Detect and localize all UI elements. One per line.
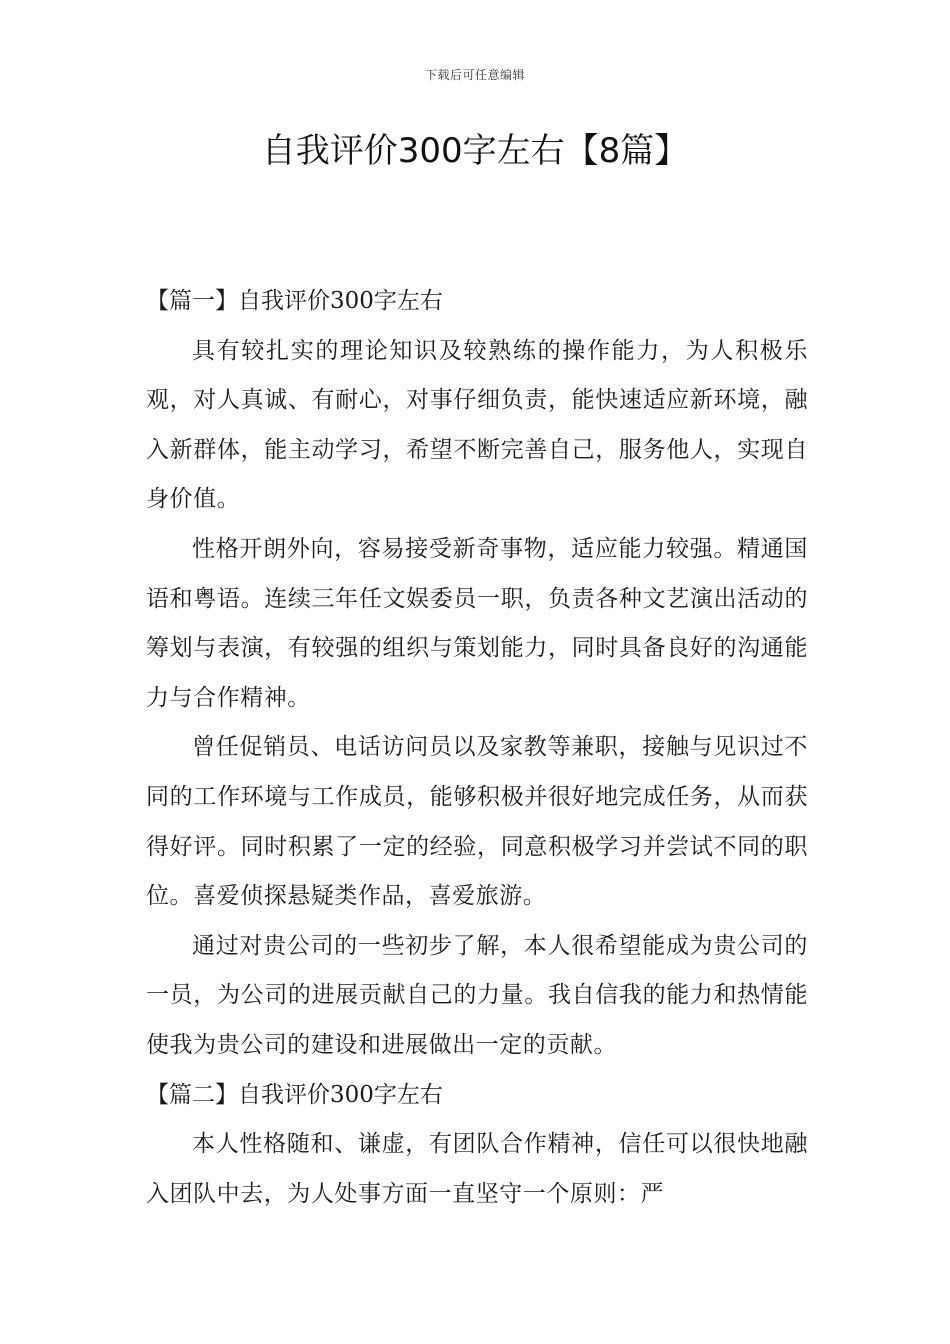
- paragraph: 曾任促销员、电话访问员以及家教等兼职，接触与见识过不同的工作环境与工作成员，能够积极并很好地完成任务，从而获得好评。同时积累了一定的经验，同意积极学习并尝试不同的职位。喜爱侦探悬疑类作品，喜爱旅游。: [146, 734, 808, 910]
- paragraph: 本人性格随和、谦虚，有团队合作精神，信任可以很快地融入团队中去，为人处事方面一直坚守一个原则：严: [146, 1131, 808, 1207]
- paragraph: 性格开朗外向，容易接受新奇事物，适应能力较强。精通国语和粤语。连续三年任文娱委员一职，负责各种文艺演出活动的筹划与表演，有较强的组织与策划能力，同时具备良好的沟通能力与合作精神。: [146, 535, 808, 711]
- document-body: [146, 277, 808, 1219]
- paragraph: 具有较扎实的理论知识及较熟练的操作能力，为人积极乐观，对人真诚、有耐心，对事仔细负责，能快速适应新环境，融入新群体，能主动学习，希望不断完善自己，服务他人，实现自身价值。: [146, 337, 808, 513]
- document-title: 自我评价300字左右【8篇】: [261, 131, 689, 171]
- section-heading-1: 【篇一】自我评价300字左右: [146, 288, 443, 314]
- section-heading-2: 【篇二】自我评价300字左右: [146, 1081, 443, 1108]
- paragraph: 通过对贵公司的一些初步了解，本人很希望能成为贵公司的一员，为公司的进展贡献自己的力量。我自信我的能力和热情能使我为贵公司的建设和进展做出一定的贡献。: [146, 932, 808, 1058]
- header-note: 下载后可任意编辑: [424, 68, 525, 82]
